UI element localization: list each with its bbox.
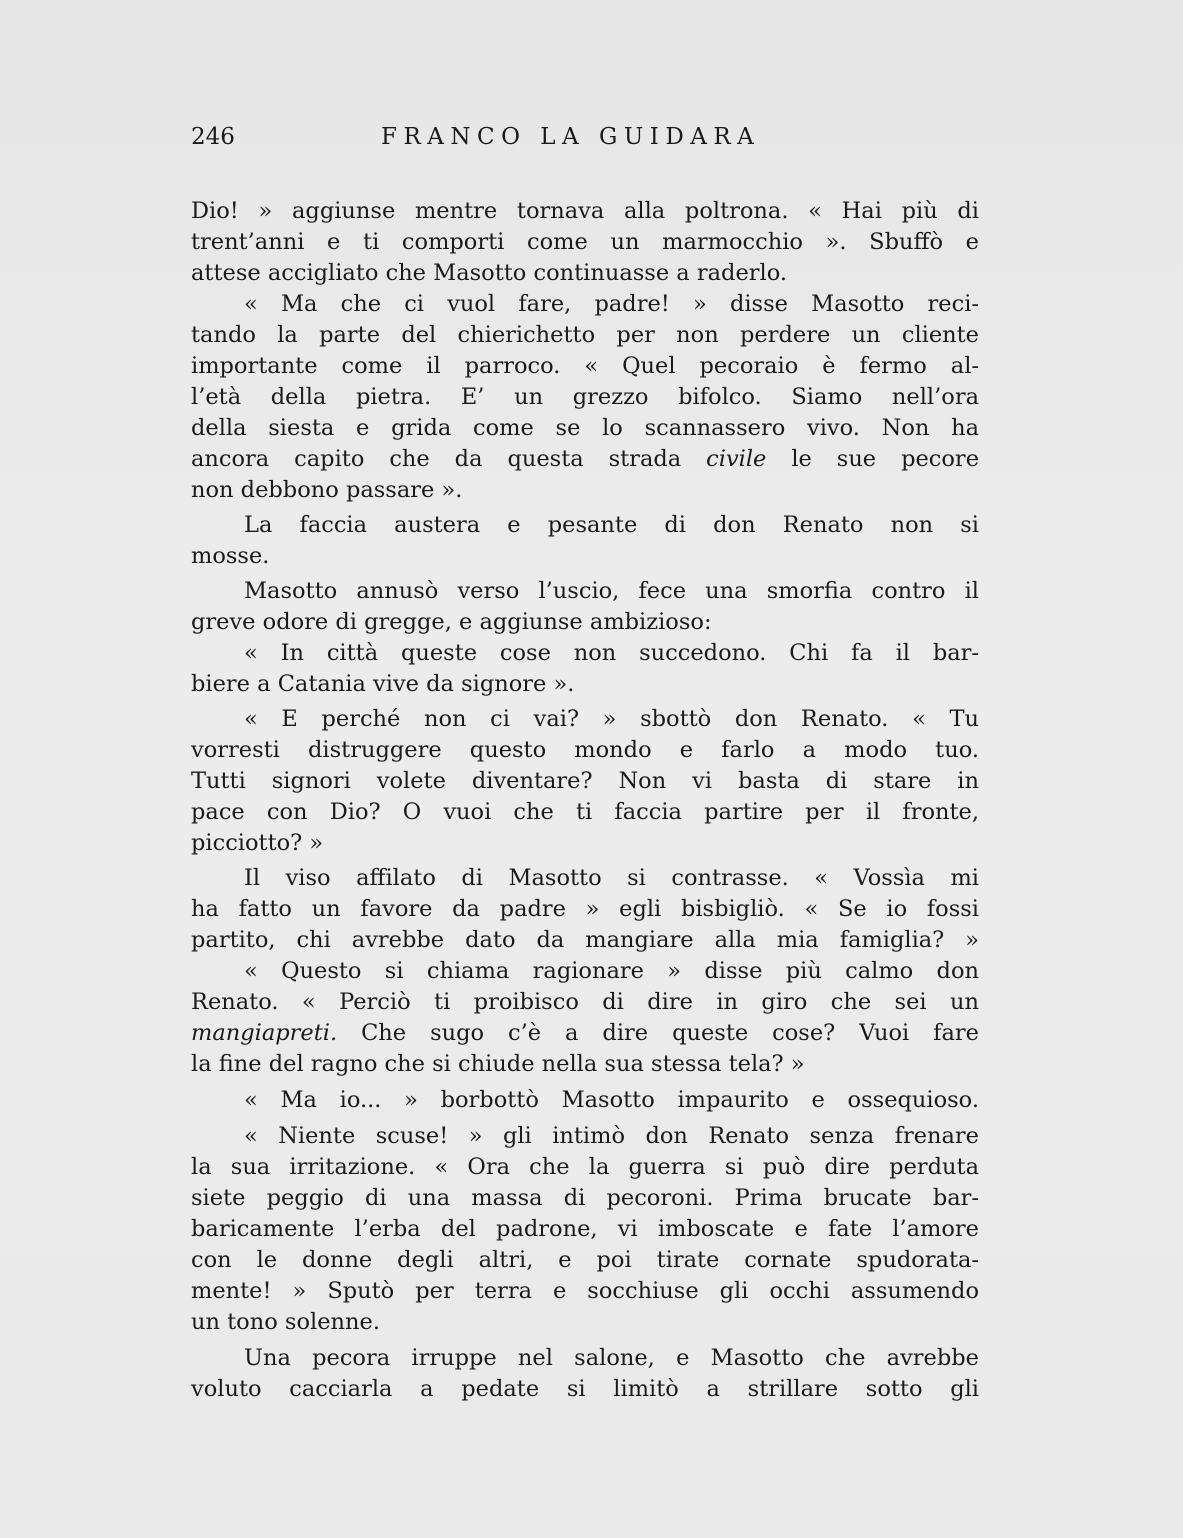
text-fragment: le sue pecore <box>791 446 980 472</box>
text-line: Renato. « Perciò ti proibisco di dire in giro che sei un <box>191 989 979 1015</box>
text-line: della siesta e grida come se lo scannassero vivo. Non ha <box>191 415 979 441</box>
text-line: mente! » Sputò per terra e socchiuse gli occhi assumendo <box>191 1278 979 1304</box>
text-line: siete peggio di una massa di pecoroni. Prima brucate bar- <box>191 1185 979 1211</box>
text-line <box>191 444 979 475</box>
text-line: « Ma che ci vuol fare, padre! » disse Masotto reci- <box>244 291 979 317</box>
running-head: FRANCO LA GUIDARA <box>381 124 761 150</box>
text-line <box>191 1018 979 1049</box>
text-line: la sua irritazione. « Ora che la guerra si può dire perduta <box>191 1154 979 1180</box>
italic-word: civile <box>706 446 767 472</box>
page-header <box>191 124 981 156</box>
text-line: ha fatto un favore da padre » egli bisbigliò. « Se io fossi <box>191 896 979 922</box>
text-line: l’età della pietra. E’ un grezzo bifolco. Siamo nell’ora <box>191 384 979 410</box>
italic-word: mangiapreti. <box>191 1020 338 1046</box>
text-line: un tono solenne. <box>191 1309 380 1335</box>
text-line: « E perché non ci vai? » sbottò don Renato. « Tu <box>244 706 979 732</box>
text-line: baricamente l’erba del padrone, vi imboscate e fate l’amore <box>191 1216 979 1242</box>
text-line: Masotto annusò verso l’uscio, fece una smorfia contro il <box>244 578 979 604</box>
text-line: importante come il parroco. « Quel pecoraio è fermo al- <box>191 353 979 379</box>
text-line: non debbono passare ». <box>191 477 463 503</box>
text-line: la fine del ragno che si chiude nella sua stessa tela? » <box>191 1051 805 1077</box>
text-line: partito, chi avrebbe dato da mangiare alla mia famiglia? » <box>191 927 979 953</box>
page-number: 246 <box>191 124 235 150</box>
text-line: voluto cacciarla a pedate si limitò a strillare sotto gli <box>191 1376 979 1402</box>
text-line: trent’anni e ti comporti come un marmocchio ». Sbuffò e <box>191 229 979 255</box>
text-line: con le donne degli altri, e poi tirate cornate spudorata- <box>191 1247 979 1273</box>
text-line: tando la parte del chierichetto per non perdere un cliente <box>191 322 979 348</box>
text-line: « Questo si chiama ragionare » disse più calmo don <box>244 958 979 984</box>
text-fragment: Che sugo c’è a dire queste cose? Vuoi fare <box>361 1020 980 1046</box>
text-line: attese accigliato che Masotto continuasse a raderlo. <box>191 260 788 286</box>
text-fragment: ancora capito che da questa strada <box>191 446 682 472</box>
text-line: vorresti distruggere questo mondo e farlo a modo tuo. <box>191 737 979 763</box>
text-line: La faccia austera e pesante di don Renato non si <box>244 512 979 538</box>
text-line: greve odore di gregge, e aggiunse ambizioso: <box>191 609 712 635</box>
text-line: picciotto? » <box>191 830 324 856</box>
text-line: Tutti signori volete diventare? Non vi basta di stare in <box>191 768 979 794</box>
text-line: « Niente scuse! » gli intimò don Renato senza frenare <box>244 1123 979 1149</box>
text-line: biere a Catania vive da signore ». <box>191 671 575 697</box>
body-text <box>191 196 979 1405</box>
text-line: pace con Dio? O vuoi che ti faccia partire per il fronte, <box>191 799 979 825</box>
text-line: mosse. <box>191 543 270 569</box>
text-line: Una pecora irruppe nel salone, e Masotto che avrebbe <box>244 1345 979 1371</box>
text-line: « In città queste cose non succedono. Chi fa il bar- <box>244 640 979 666</box>
text-line: « Ma io... » borbottò Masotto impaurito e ossequioso. <box>244 1087 979 1113</box>
text-line: Dio! » aggiunse mentre tornava alla poltrona. « Hai più di <box>191 198 979 224</box>
text-line: Il viso affilato di Masotto si contrasse. « Vossìa mi <box>244 865 979 891</box>
